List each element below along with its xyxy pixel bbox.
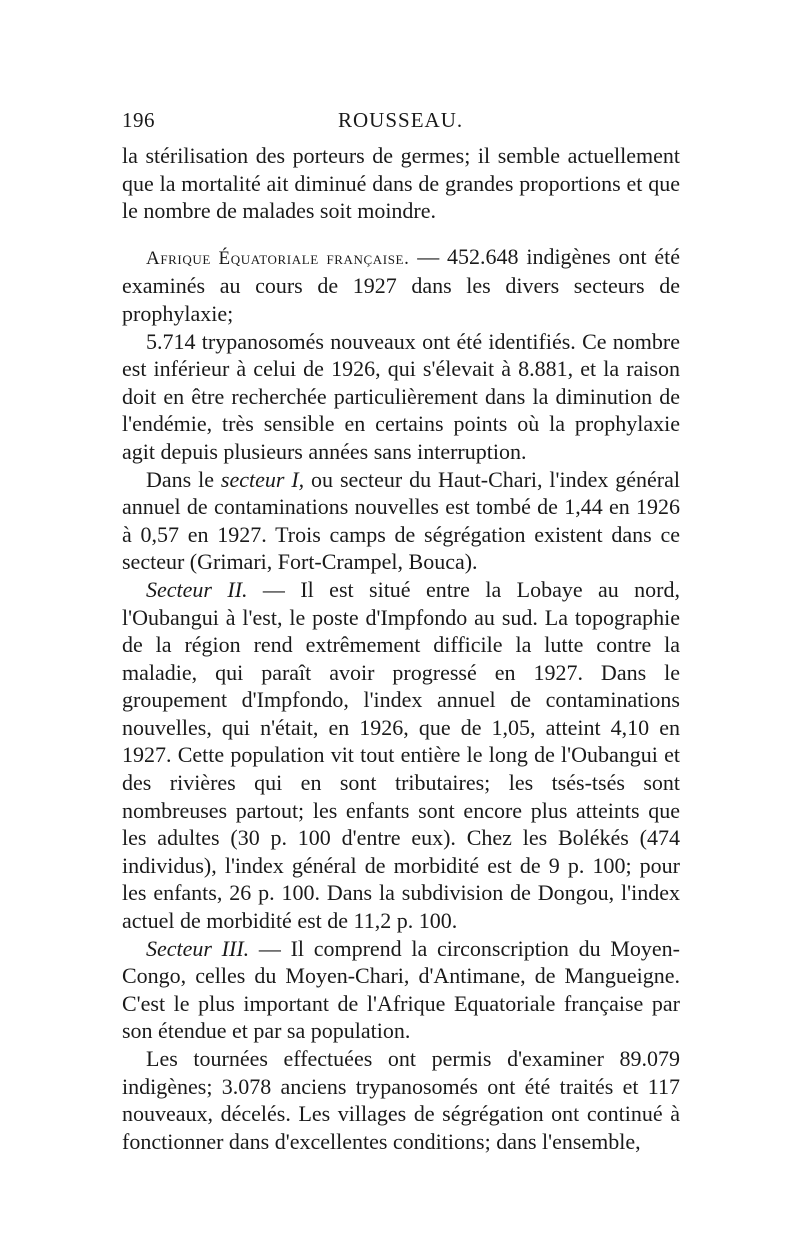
running-title: ROUSSEAU.: [338, 108, 464, 132]
secteur-1-lead: Dans le: [146, 466, 221, 492]
paragraph-secteur-2: [122, 576, 680, 935]
section-gap: [122, 225, 680, 243]
book-page: [122, 108, 680, 1155]
paragraph-secteur-1: [122, 466, 680, 576]
paragraph-tournees: Les tournées effectuées ont permis d'examiner 89.079 indigènes; 3.078 anciens trypanosomés ont été traités et 117 nouveaux, décelés. Les villages de ségrégation ont continué à fonctionner dans d'excellentes conditions; dans l'ensemble,: [122, 1046, 680, 1154]
secteur-1-text: ou secteur du Haut-Chari, l'index général annuel de contaminations nouvelles est tombé de 1,44 en 1926 à 0,57 en 1927. Trois camps de ségrégation existent dans ce secteur (Grimari, Fort-Crampel, Bouca).: [122, 466, 680, 575]
page-number: 196: [122, 108, 155, 132]
paragraph-continuation: la stérilisation des porteurs de germes; il semble actuellement que la mortalité ait diminué dans de grandes proportions et que le nombre de malades soit moindre.: [122, 143, 680, 224]
paragraph-secteur-3: [122, 935, 680, 1045]
secteur-1-label: secteur I,: [220, 466, 305, 492]
section-heading: Afrique Équatoriale française.: [146, 247, 410, 269]
secteur-3-text: — Il comprend la circonscription du Moyen-Congo, celles du Moyen-Chari, d'Antimane, de Mangueigne. C'est le plus important de l'Afrique Equatoriale française par son étendue et par sa population.: [122, 935, 680, 1044]
paragraph-aef-intro: [122, 243, 680, 328]
secteur-2-label: Secteur II.: [146, 576, 248, 602]
paragraph-aef-text: — 452.648 indigènes ont été examinés au cours de 1927 dans les divers secteurs de prophylaxie;: [122, 243, 680, 326]
paragraph-trypanosomes: 5.714 trypanosomés nouveaux ont été identifiés. Ce nombre est inférieur à celui de 1926, qui s'élevait à 8.881, et la raison doit en être recherchée particulièrement dans la diminution de l'endémie, très sensible en certains points où la prophylaxie agit depuis plusieurs années sans interruption.: [122, 328, 680, 464]
secteur-2-text: — Il est situé entre la Lobaye au nord, l'Oubangui à l'est, le poste d'Impfondo au sud. La topographie de la région rend extrêmement difficile la lutte contre la maladie, qui paraît avoir progressé en 1927. Dans le groupement d'Impfondo, l'index annuel de contaminations nouvelles, qui n'était, en 1926, que de 1,05, atteint 4,10 en 1927. Cette population vit tout entière le long de l'Oubangui et des rivières qui en sont tributaires; les tsés-tsés sont nombreuses partout; les enfants sont encore plus atteints que les adultes (30 p. 100 d'entre eux). Chez les Bolékés (474 individus), l'index général de morbidité est de 9 p. 100; pour les enfants, 26 p. 100. Dans la subdivision de Dongou, l'index actuel de morbidité est de 11,2 p. 100.: [122, 576, 680, 934]
secteur-3-label: Secteur III.: [146, 935, 250, 961]
running-head: [122, 108, 680, 142]
